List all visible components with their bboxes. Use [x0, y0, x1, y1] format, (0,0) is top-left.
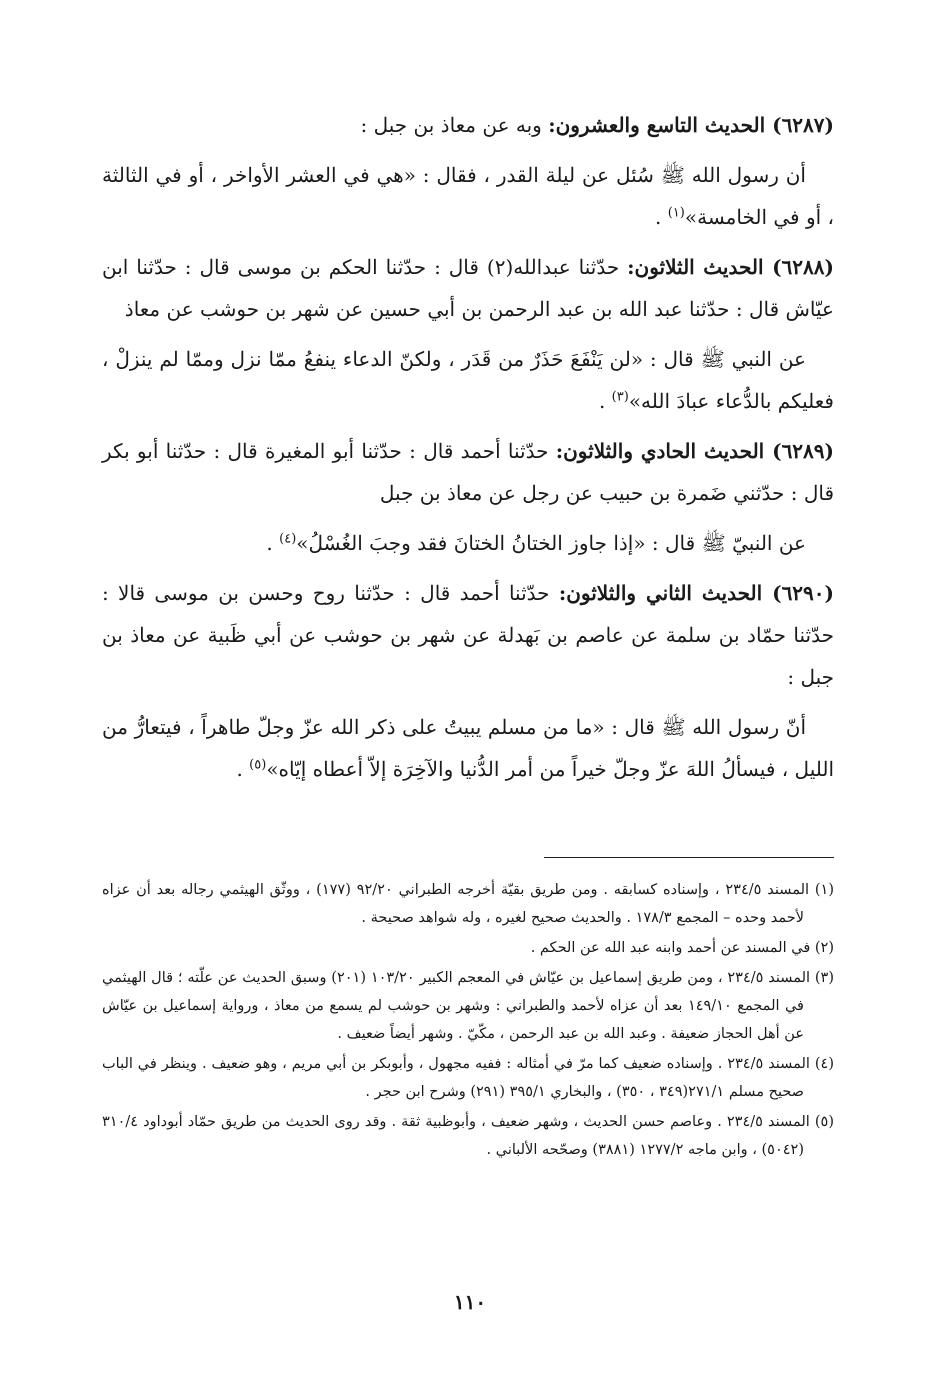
matn-end: .: [598, 389, 612, 413]
footnote-ref[interactable]: (٥): [249, 757, 267, 773]
hadith-text: [102, 104, 834, 790]
matn-end: .: [236, 757, 250, 781]
hadith-heading: (٦٢٨٧) الحديث التاسع والعشرون:: [548, 113, 834, 137]
hadith-matn: [102, 338, 834, 422]
hadith-6288: [102, 246, 834, 422]
footnote-ref[interactable]: (٤): [279, 531, 297, 547]
footnote-divider: [544, 857, 834, 858]
matn-text: عن النبي ﷺ قال : «لن يَنْفَعَ حَذَرٌ من قَدَر ، ولكنّ الدعاء ينفعُ ممّا نزل وممّا لم ينزلْ ، فعليكم بالدُّعاء عبادَ الله»: [102, 347, 834, 413]
hadith-heading: (٦٢٨٨) الحديث الثلاثون:: [627, 255, 834, 279]
hadith-chain: وبه عن معاذ بن جبل :: [360, 113, 549, 137]
footnote-4: (٤) المسند ٢٣٤/٥ . وإسناده ضعيف كما مرّ في أمثاله : ففيه مجهول ، وأبوبكر بن أبي مريم ، وهو ضعيف . وينظر في الباب صحيح مسلم ٢٧١/١(٣٤٩ ، ٣٥٠) ، والبخاري ٣٩٥/١ (٢٩١) وشرح ابن حجر .: [102, 1056, 834, 1100]
hadith-heading: (٦٢٩٠) الحديث الثاني والثلاثون:: [558, 581, 834, 605]
matn-text: أنّ رسول الله ﷺ قال : «ما من مسلم يبيتُ على ذكر الله عزّ وجلّ طاهراً ، فيتعارُّ من الليل ، فيسألُ اللهَ عزّ وجلّ خيراً من أمر الدُّنيا والآخِرَة إلاّ أعطاه إيّاه»: [102, 715, 834, 781]
matn-text: أن رسول الله ﷺ سُئل عن ليلة القدر ، فقال : «هي في العشر الأواخر ، أو في الثالثة ، أو في الخامسة»: [102, 163, 834, 229]
hadith-6289: [102, 430, 834, 564]
hadith-6287: [102, 104, 834, 238]
hadith-matn: [102, 522, 834, 564]
hadith-6290: [102, 572, 834, 790]
footnote-3: (٣) المسند ٢٣٤/٥ ، ومن طريق إسماعيل بن عيّاش في المعجم الكبير ١٠٣/٢٠ (٢٠١) وسبق الحديث عن علّته ؛ قال الهيثمي في المجمع ١٤٩/١٠ بعد أن عزاه لأحمد والطبراني : وشهر بن حوشب لم يسمع من معاذ ، ورواية إسماعيل بن عيّاش عن أهل الحجاز ضعيفة . وعبد الله بن عبد الرحمن ، مكّيّ . وشهر أيضاً ضعيف .: [102, 970, 834, 1042]
footnote-ref[interactable]: (١): [667, 205, 685, 221]
footnote-1: (١) المسند ٢٣٤/٥ ، وإسناده كسابقه . ومن طريق بقيّة أخرجه الطبراني ٩٢/٢٠ (١٧٧) ، ووثّق الهيثمي رجاله بعد أن عزاه لأحمد وحده – المجمع ١٧٨/٣ . والحديث صحيح لغيره ، وله شواهد صحيحة .: [102, 882, 834, 926]
hadith-chain: حدّثنا أحمد قال : حدّثنا أبو المغيرة قال : حدّثنا أبو بكر قال : حدّثني ضَمرة بن حبيب عن رجل عن معاذ بن جبل: [102, 439, 834, 505]
footnote-5: (٥) المسند ٢٣٤/٥ . وعاصم حسن الحديث ، وشهر ضعيف ، وأبوظبية ثقة . وقد روى الحديث من طريق حمّاد أبوداود ٣١٠/٤ (٥٠٤٢) ، وابن ماجه ١٢٧٧/٢ (٣٨٨١) وصحّحه الألباني .: [102, 1114, 834, 1158]
footnote-ref[interactable]: (٣): [611, 389, 629, 405]
hadith-matn: [102, 154, 834, 238]
footnote-2: (٢) في المسند عن أحمد وابنه عبد الله عن الحكم .: [530, 940, 834, 956]
matn-text: عن النبيّ ﷺ قال : «إذا جاوز الختانُ الختانَ فقد وجبَ الغُسْلُ»: [296, 531, 806, 555]
page-number: ١١٠: [453, 1290, 487, 1314]
hadith-chain: حدّثنا عبدالله(٢) قال : حدّثنا الحكم بن موسى قال : حدّثنا ابن عيّاش قال : حدّثنا عبد الله بن عبد الرحمن بن أبي حسين عن شهر بن حوشب عن معاذ: [102, 255, 834, 321]
matn-end: .: [655, 205, 668, 229]
hadith-chain: حدّثنا أحمد قال : حدّثنا روح وحسن بن موسى قالا : حدّثنا حمّاد بن سلمة عن عاصم بن بَهدلة عن شهر بن حوشب عن أبي ظَبية عن معاذ بن جبل :: [102, 581, 834, 689]
hadith-matn: [102, 706, 834, 790]
footnotes: [102, 876, 834, 1164]
matn-end: .: [266, 531, 280, 555]
hadith-heading: (٦٢٨٩) الحديث الحادي والثلاثون:: [555, 439, 834, 463]
